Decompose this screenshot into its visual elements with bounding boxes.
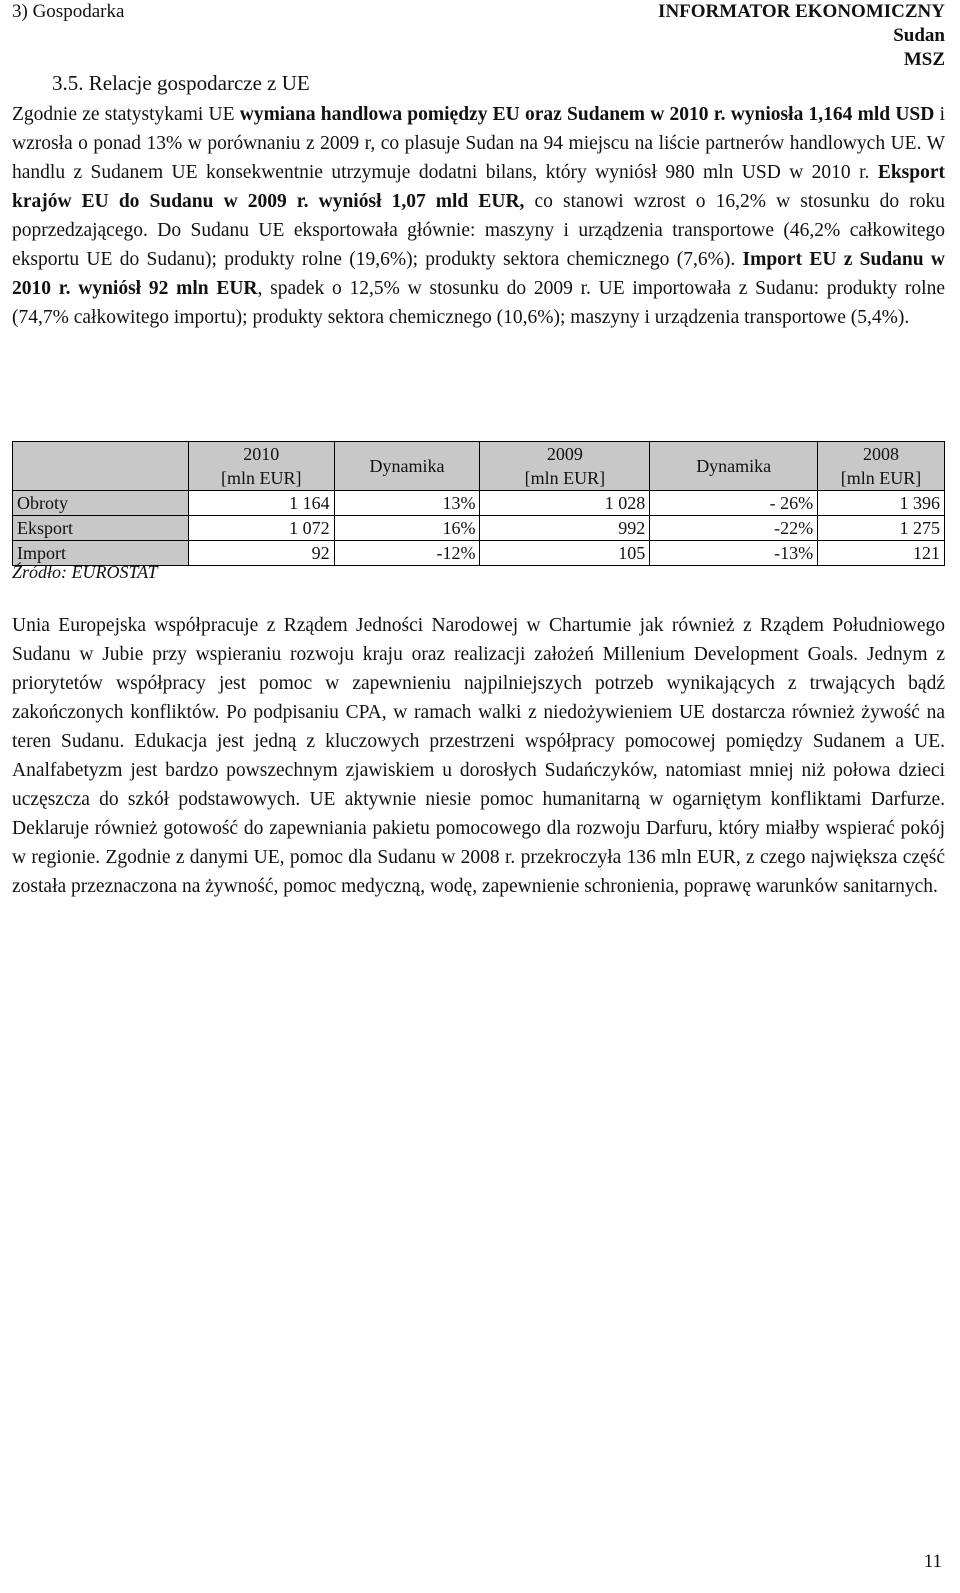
- para1-text-4: , spadek o 12,5% w stosunku do 2009 r. UE importowała z Sudanu: produkty rolne (74,7% całkowitego importu); produkty sektora chemicznego (10,6%); maszyny i urządzenia transportowe (5,4%).: [12, 278, 945, 328]
- header-publication-title: INFORMATOR EKONOMICZNY: [658, 1, 945, 22]
- header-country: Sudan: [893, 25, 945, 46]
- header-ministry: MSZ: [903, 49, 945, 70]
- trade-paragraph: [12, 100, 945, 332]
- cell-value: 1 396: [818, 491, 945, 516]
- para1-text-1: Zgodnie ze statystykami UE: [12, 104, 240, 125]
- table-source-note: Źródło: EUROSTAT: [12, 562, 158, 582]
- header-chapter: 3) Gospodarka: [12, 1, 125, 22]
- para1-text-2: i wzrosła o ponad 13% w porównaniu z 2009 r, co plasuje Sudan na 94 miejscu na liście partnerów handlowych UE. W handlu z Sudanem UE konsekwentnie utrzymuje dodatni bilans, który wyniósł 980 mln USD w 2010 r.: [12, 104, 945, 183]
- col-header-2008: 2008 [mln EUR]: [818, 442, 945, 491]
- cell-value: 1 164: [188, 491, 334, 516]
- col-header-dynamika-2: Dynamika: [650, 442, 818, 491]
- cell-value: 1 072: [188, 516, 334, 541]
- cell-value: 121: [818, 541, 945, 566]
- section-heading: 3.5. Relacje gospodarcze z UE: [52, 71, 310, 95]
- trade-table: [12, 441, 945, 566]
- row-label-obroty: Obroty: [13, 491, 189, 516]
- table-header-row: [13, 442, 945, 491]
- cell-value: 105: [480, 541, 650, 566]
- col-header-2010: 2010 [mln EUR]: [188, 442, 334, 491]
- para1-bold-1: wymiana handlowa pomiędzy EU oraz Sudanem w 2010 r. wyniosła 1,164 mld USD: [239, 104, 935, 125]
- table-row: [13, 491, 945, 516]
- para1-text-3: co stanowi wzrost o 16,2% w stosunku do roku poprzedzającego. Do Sudanu UE eksportowała głównie: maszyny i urządzenia transportowe (46,2% całkowitego eksportu UE do Sudanu); produkty rolne (19,6%); produkty sektora chemicznego (7,6%).: [12, 191, 946, 270]
- cell-value: 92: [188, 541, 334, 566]
- col-header-dynamika-1: Dynamika: [334, 442, 480, 491]
- page-number: 11: [923, 1551, 942, 1572]
- cell-value: -22%: [650, 516, 818, 541]
- table-header-empty: [13, 442, 189, 491]
- cell-value: - 26%: [650, 491, 818, 516]
- para1-bold-2: Eksport krajów EU do Sudanu w 2009 r. wyniósł 1,07 mld EUR,: [12, 162, 945, 212]
- table-row: [13, 516, 945, 541]
- cell-value: 1 028: [480, 491, 650, 516]
- cell-value: 1 275: [818, 516, 945, 541]
- cell-value: 992: [480, 516, 650, 541]
- cell-value: -13%: [650, 541, 818, 566]
- col-header-2009: 2009 [mln EUR]: [480, 442, 650, 491]
- cell-value: -12%: [334, 541, 480, 566]
- cell-value: 16%: [334, 516, 480, 541]
- row-label-import: Import: [13, 541, 189, 566]
- header-publication: [658, 0, 945, 72]
- cell-value: 13%: [334, 491, 480, 516]
- cooperation-paragraph: Unia Europejska współpracuje z Rządem Jedności Narodowej w Chartumie jak również z Rządem Południowego Sudanu w Jubie przy wspieraniu rozwoju kraju oraz realizacji założeń Millenium Development Goals. Jednym z priorytetów współpracy jest pomoc w zapewnieniu najpilniejszych potrzeb wynikających z trwających bądź zakończonych konfliktów. Po podpisaniu CPA, w ramach walki z niedożywieniem UE dostarcza również żywość na teren Sudanu. Edukacja jest jedną z kluczowych przestrzeni współpracy pomocowej pomiędzy Sudanem a UE. Analfabetyzm jest bardzo powszechnym zjawiskiem u dorosłych Sudańczyków, natomiast mniej niż połowa dzieci uczęszcza do szkół podstawowych. UE aktywnie niesie pomoc humanitarną w ogarniętym konfliktami Darfurze. Deklaruje również gotowość do zapewniania pakietu pomocowego dla rozwoju Darfuru, który miałby wspierać pokój w regionie. Zgodnie z danymi UE, pomoc dla Sudanu w 2008 r. przekroczyła 136 mln EUR, z czego największa część została przeznaczona na żywność, pomoc medyczną, wodę, zapewnienie schronienia, poprawę warunków sanitarnych.: [12, 615, 945, 897]
- row-label-eksport: Eksport: [13, 516, 189, 541]
- para1-bold-3: Import EU z Sudanu w 2010 r. wyniósł 92 mln EUR: [12, 249, 945, 299]
